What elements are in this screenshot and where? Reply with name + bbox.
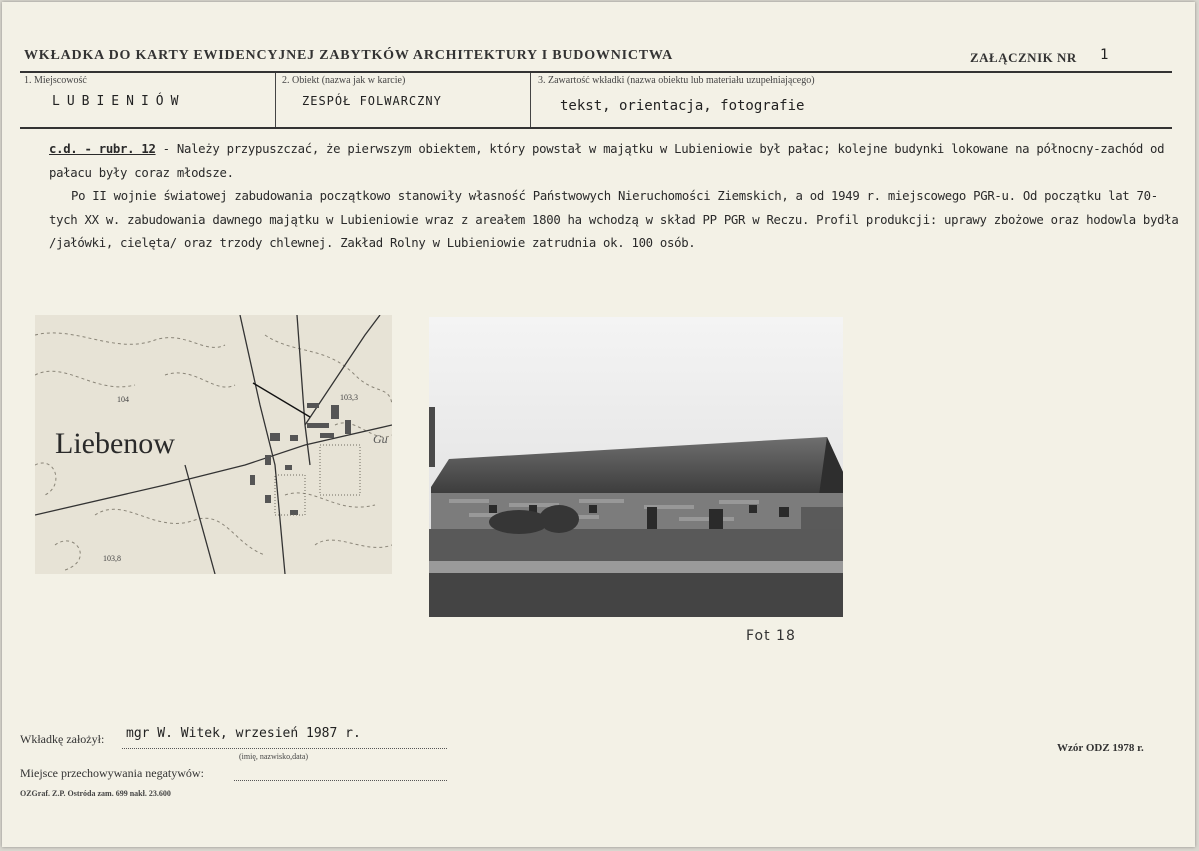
object-value: ZESPÓŁ FOLWARCZNY [302,94,442,108]
author-hint: (imię, nazwisko,data) [239,752,309,761]
content-value: tekst, orientacja, fotografie [560,98,805,114]
print-info: OZGraf. Z.P. Ostróda zam. 699 nakł. 23.600 [20,789,171,798]
author-label: Wkładkę założył: [20,732,105,746]
grass [429,573,843,617]
map-place-label: Liebenow [55,427,175,460]
annex-number: 1 [1100,47,1109,63]
document-sheet [2,2,1195,847]
storage-dotted-line [234,779,447,781]
author-value: mgr W. Witek, wrzesień 1987 r. [126,726,361,741]
map-partial-label: Gu [373,432,388,446]
road [429,561,843,573]
elevation-mark: 103,8 [103,554,121,563]
side-shed [801,507,843,531]
field-divider [275,73,276,127]
photo-caption: Fot 18 [746,628,796,644]
author-dotted-line [122,747,447,749]
elevation-mark: 103,3 [340,393,358,402]
yard [429,529,843,561]
paragraph-1 [49,138,1179,185]
object-label: 2. Obiekt (nazwa jak w karcie) [282,75,406,86]
orientation-map [35,315,392,574]
annex-label: ZAŁĄCZNIK NR [970,50,1077,65]
header-rule [20,71,1172,73]
form-model: Wzór ODZ 1978 r. [1057,742,1144,754]
tree-edge [429,407,435,467]
map-drawing [35,315,392,574]
locality-label: 1. Miejscowość [24,75,87,86]
locality-value: LUBIENIÓW [52,94,186,109]
paragraph-2: Po II wojnie światowej zabudowania początkowo stanowiły własność Państwowych Nieruchomości Ziemskich, a od 1949 r. miejscowego PGR-u. Od początku lat 70-tych XX w. zabudowania dawnego majątku w Lubieniowie wraz z areałem 1800 ha wchodzą w skład PP PGR w Reczu. Profil produkcji: uprawy zbożowe oraz hodowla bydła /jałówki, cielęta/ oraz trzody chlewnej. Zakład Rolny w Lubieniowie zatrudnia ok. 100 osób. [49,189,1179,250]
map-buildings [250,403,351,515]
storage-label: Miejsce przechowywania negatywów: [20,766,204,780]
paragraph-1-text: - Należy przypuszczać, że pierwszym obiektem, który powstał w majątku w Lubieniowie był pałac; kolejne budynki lokowane na północny-zachód od pałacu były coraz młodsze. [49,142,1165,180]
fields-rule [20,127,1172,129]
photo-drawing [429,317,843,617]
form-title: WKŁADKA DO KARTY EWIDENCYJNEJ ZABYTKÓW ARCHITEKTURY I BUDOWNICTWA [24,48,674,63]
elevation-mark: 104 [117,395,129,404]
barn-photograph [429,317,843,617]
content-label: 3. Zawartość wkładki (nazwa obiektu lub materiału uzupełniającego) [538,75,815,86]
body-text [49,138,1179,256]
field-divider [530,73,531,127]
map-gardens [275,445,360,515]
section-reference: c.d. - rubr. 12 [49,142,156,156]
